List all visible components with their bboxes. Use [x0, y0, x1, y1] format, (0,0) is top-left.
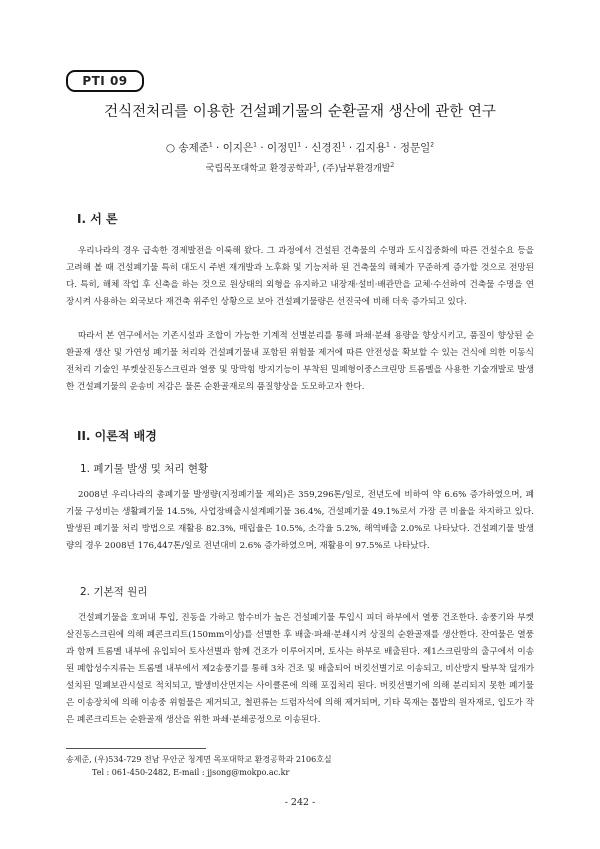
subsection-heading-1: 1. 폐기물 발생 및 처리 현황	[80, 463, 209, 475]
author-name: 김지용	[355, 142, 386, 154]
section-heading-theory: II. 이론적 배경	[77, 429, 157, 443]
author-name: 이정민	[266, 142, 298, 154]
footnote-contact: Tel : 061-450-2482, E-mail : jjsong@mokpo.ac.kr	[92, 768, 290, 777]
author-name: 송제준	[178, 142, 209, 154]
subsection-1-paragraph: 2008년 우리나라의 총폐기물 발생량(지정폐기물 제외)은 359,296톤/일로, 전년도에 비하여 약 6.6% 증가하였으며, 폐기물 구성비는 생활폐기물 14.5%, 사업장배출시설계폐기물 36.4%, 건설폐기물 49.1%로서 가장 큰 비율을 차지하고 있다. 발생된 폐기물 처리 방법으로 재활용 82.3%, 매립율은 10.5%, 소각율 5.2%, 해역배출 2.0%로 나타났다. 건설폐기물 발생량의 경우 2008년 176,447톤/일로 전년대비 2.6% 증가하였으며, 재활용이 97.5%로 나타났다.	[66, 490, 534, 551]
presenter-mark: ○	[165, 142, 176, 154]
section-heading-intro: I. 서 론	[77, 212, 118, 226]
author-name: 정문일	[399, 142, 431, 154]
subsection-heading-2: 2. 기본적 원리	[80, 586, 148, 598]
page-number: - 242 -	[284, 797, 316, 808]
session-badge: PTI 09	[66, 70, 144, 92]
author-list: ○ 송제준$^1$ · 이지은$^1$ · 이정민$^1$ · 신경진$^1$ · 김지용$^1$ · 정문일$^2$	[165, 141, 435, 154]
footnote-divider	[66, 748, 206, 749]
intro-paragraph-2: 따라서 본 연구에서는 기존시설과 조합이 가능한 기계적 선별분리를 통해 파쇄·분쇄 용량을 향상시키고, 품질이 향상된 순환골재 생산 및 가연성 폐기물 처리와 건설폐기물내 포함된 위험물 제거에 따른 안전성을 확보할 수 있는 건식에 의한 이동식 전처리 기술인 부켓살진동스크린과 열풍 및 망막힘 방지기능이 부착된 밀폐형이중스크린망 트롬멜을 사용한 기술개발로 발생한 건설폐기물의 운송비 저감은 물론 순환골재로의 품질향상을 도모하고자 한다.	[66, 331, 534, 392]
footnote-address: 송제준, (우)534-729 전남 무안군 청계면 목포대학교 환경공학과 2106호실	[66, 755, 332, 764]
author-name: 신경진	[311, 142, 342, 154]
subsection-2-paragraph: 건설폐기물을 호퍼내 투입, 진동을 가하고 함수비가 높은 건설폐기물 투입시 피더 하부에서 열풍 건조한다. 송풍기와 부켓살진동스크린에 의해 폐콘크리트(150mm이상)를 선별한 후 배출·파쇄·분쇄시켜 상질의 순환골재를 생산한다. 잔여물은 열풍과 함께 트롬멜 내부에 유입되어 토사선별과 함께 건조가 이루어지며, 토사는 하부로 배출된다. 제1스크린망의 출구에서 이송된 폐합성수지류는 트롬멜 내부에서 제2송풍기를 통해 3차 건조 및 배출되어 버킷선별기로 이송되고, 비산방지 탈부착 덮개가 설치된 밀폐보관시설로 적치되고, 발생비산먼지는 사이클론에 의해 포집처리 된다. 버킷선별기에 의해 분리되지 못한 폐기물은 이송장치에 의해 이송중 위험물은 제거되고, 철편류는 드럼자석에 의해 제거되며, 기타 목재는 톱밥의 원자재로, 입도가 작은 폐콘크리트는 순환골재 생산을 위한 파쇄·분쇄공정으로 이송된다.	[66, 613, 534, 725]
intro-paragraph-1: 우리나라의 경우 급속한 경제발전을 이룩해 왔다. 그 과정에서 건설된 건축물의 수명과 도시집중화에 따른 건설수요 등을 고려해 볼 때 건설폐기물 특히 대도시 주변 재개발과 노후화 및 기능저하 된 건축물의 해체가 꾸준하게 증가할 것으로 전망된다. 특히, 해체 작업 후 신축을 하는 것으로 원상태의 외형을 유지하고 내장재·설비·배관만을 교체·수선하여 건축물 수명을 연장시켜 사용하는 외국보다 재건축 위주인 상황으로 보아 건설폐기물량은 선진국에 비해 더욱 증가되고 있다.	[66, 246, 534, 307]
author-name: 이지은	[222, 142, 254, 154]
affiliation: 국립목포대학교 환경공학과$^1$, (주)남부환경개발$^2$	[205, 162, 395, 174]
paper-title: 건식전처리를 이용한 건설폐기물의 순환골재 생산에 관한 연구	[104, 104, 496, 120]
